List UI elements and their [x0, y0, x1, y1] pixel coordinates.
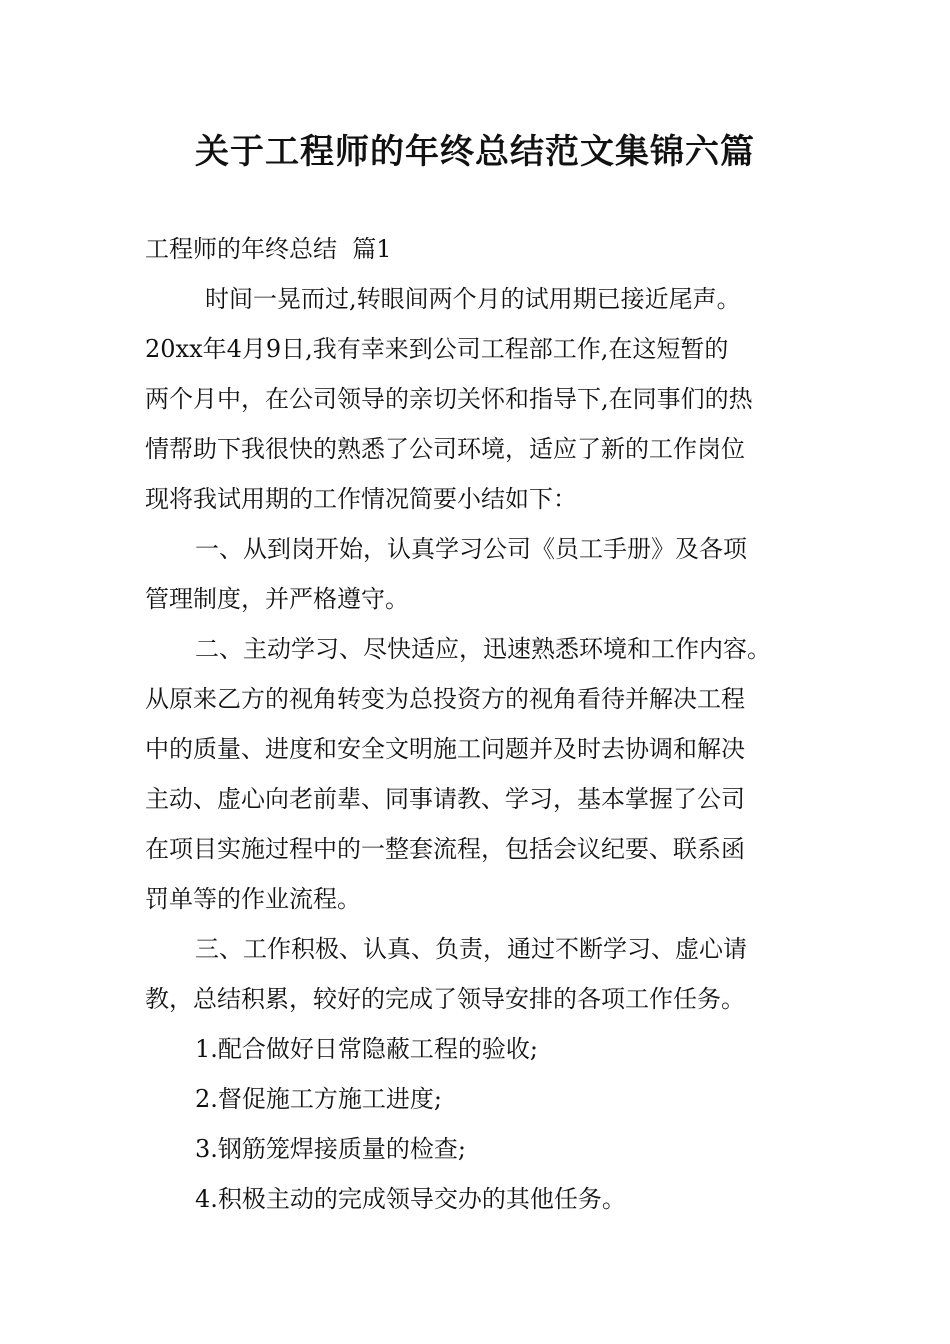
paragraph-line: 现将我试用期的工作情况简要小结如下： — [145, 485, 577, 513]
paragraph-point-two — [145, 624, 820, 924]
paragraph-line: 二、主动学习、尽快适应，迅速熟悉环境和工作内容。 — [195, 635, 771, 663]
paragraph-line: 主动、虚心向老前辈、同事请教、学习，基本掌握了公司 — [145, 785, 745, 813]
paragraph-line: 从原来乙方的视角转变为总投资方的视角看待并解决工程 — [145, 685, 745, 713]
paragraph-line: 情帮助下我很快的熟悉了公司环境，适应了新的工作岗位 — [145, 435, 745, 463]
task-list — [145, 1024, 820, 1224]
list-item: 1.配合做好日常隐蔽工程的验收; — [195, 1035, 538, 1063]
paragraph-intro — [145, 274, 820, 524]
section-heading-text: 工程师的年终总结 篇1 — [145, 235, 392, 263]
paragraph-line: 两个月中，在公司领导的亲切关怀和指导下,在同事们的热 — [145, 385, 753, 413]
paragraph-point-one — [145, 524, 820, 624]
list-item: 3.钢筋笼焊接质量的检查; — [195, 1135, 466, 1163]
paragraph-line: 管理制度，并严格遵守。 — [145, 585, 409, 613]
paragraph-line: 三、工作积极、认真、负责，通过不断学习、虚心请 — [195, 935, 747, 963]
document-title: 关于工程师的年终总结范文集锦六篇 — [195, 132, 755, 172]
list-item: 2.督促施工方施工进度; — [195, 1085, 442, 1113]
paragraph-line: 时间一晃而过,转眼间两个月的试用期已接近尾声。 — [205, 285, 741, 313]
section-heading — [145, 224, 820, 274]
list-item: 4.积极主动的完成领导交办的其他任务。 — [195, 1185, 626, 1213]
paragraph-line: 中的质量、进度和安全文明施工问题并及时去协调和解决 — [145, 735, 745, 763]
paragraph-line: 罚单等的作业流程。 — [145, 885, 361, 913]
paragraph-line: 20xx年4月9日,我有幸来到公司工程部工作,在这短暂的 — [145, 335, 729, 363]
paragraph-point-three — [145, 924, 820, 1024]
paragraph-line: 教，总结积累，较好的完成了领导安排的各项工作任务。 — [145, 985, 745, 1013]
paragraph-line: 在项目实施过程中的一整套流程，包括会议纪要、联系函 — [145, 835, 745, 863]
paragraph-line: 一、从到岗开始，认真学习公司《员工手册》及各项 — [195, 535, 747, 563]
